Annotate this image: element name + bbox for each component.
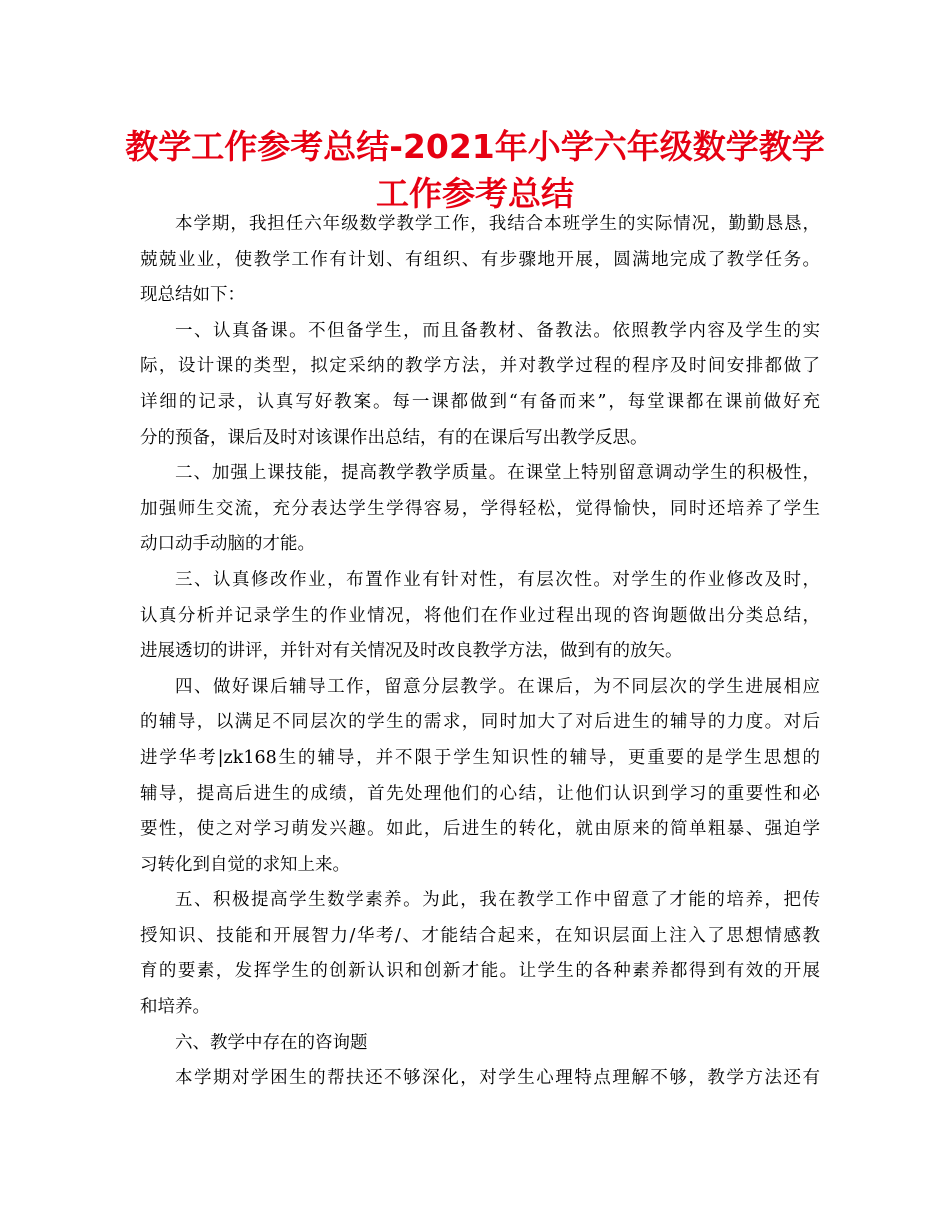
body-text-line: 二、加强上课技能，提高教学教学质量。在课堂上特别留意调动学生的积极性， (175, 463, 820, 484)
body-text-line: 育的要素，发挥学生的创新认识和创新才能。让学生的各种素养都得到有效的开展 (140, 961, 820, 982)
body-text-line: 际，设计课的类型，拟定采纳的教学方法，并对教学过程的程序及时间安排都做了 (140, 356, 820, 377)
body-text-line: 的辅导，以满足不同层次的学生的需求，同时加大了对后进生的辅导的力度。对后 (140, 712, 820, 733)
body-text-line: 一、认真备课。不但备学生，而且备教材、备教法。依照教学内容及学生的实 (175, 320, 820, 341)
body-text-line: 进学华考|zk168生的辅导，并不限于学生知识性的辅导，更重要的是学生思想的 (140, 747, 820, 768)
body-text-line: 认真分析并记录学生的作业情况，将他们在作业过程出现的咨询题做出分类总结， (140, 605, 820, 626)
body-text-line: 兢兢业业，使教学工作有计划、有组织、有步骤地开展，圆满地完成了教学任务。 (140, 249, 820, 270)
body-text-line: 本学期，我担任六年级数学教学工作，我结合本班学生的实际情况，勤勤恳恳， (175, 214, 820, 234)
body-text-line: 现总结如下： (140, 285, 245, 306)
body-text-line: 四、做好课后辅导工作，留意分层教学。在课后，为不同层次的学生进展相应 (175, 676, 820, 697)
document-title-line-1: 教学工作参考总结-2021年小学六年级数学教学 (125, 127, 825, 166)
body-text-line: 六、教学中存在的咨询题 (175, 1032, 368, 1053)
body-text-line: 辅导，提高后进生的成绩，首先处理他们的心结，让他们认识到学习的重要性和必 (140, 783, 820, 804)
body-text-line: 详细的记录，认真写好教案。每一课都做到“有备而来”，每堂课都在课前做好充 (140, 391, 820, 412)
body-text-line: 授知识、技能和开展智力/华考/、才能结合起来，在知识层面上注入了思想情感教 (140, 925, 820, 946)
body-text-line: 分的预备，课后及时对该课作出总结，有的在课后写出教学反思。 (140, 427, 648, 448)
body-text-line: 习转化到自觉的求知上来。 (140, 854, 350, 875)
body-text-line: 进展透切的讲评，并针对有关情况及时改良教学方法，做到有的放矢。 (140, 641, 683, 662)
document-body (140, 207, 820, 1097)
document-title-line-2: 工作参考总结 (376, 174, 574, 213)
body-text-line: 本学期对学困生的帮扶还不够深化，对学生心理特点理解不够，教学方法还有 (175, 1068, 820, 1089)
body-text-line: 动口动手动脑的才能。 (140, 534, 315, 555)
body-text-line: 要性，使之对学习萌发兴趣。如此，后进生的转化，就由原来的简单粗暴、强迫学 (140, 819, 820, 840)
body-text-line: 和培养。 (140, 997, 210, 1018)
body-text-line: 五、积极提高学生数学素养。为此，我在教学工作中留意了才能的培养，把传 (175, 890, 820, 911)
body-text-line: 三、认真修改作业，布置作业有针对性，有层次性。对学生的作业修改及时， (175, 569, 820, 590)
body-text-line: 加强师生交流，充分表达学生学得容易，学得轻松，觉得愉快，同时还培养了学生 (140, 498, 820, 519)
